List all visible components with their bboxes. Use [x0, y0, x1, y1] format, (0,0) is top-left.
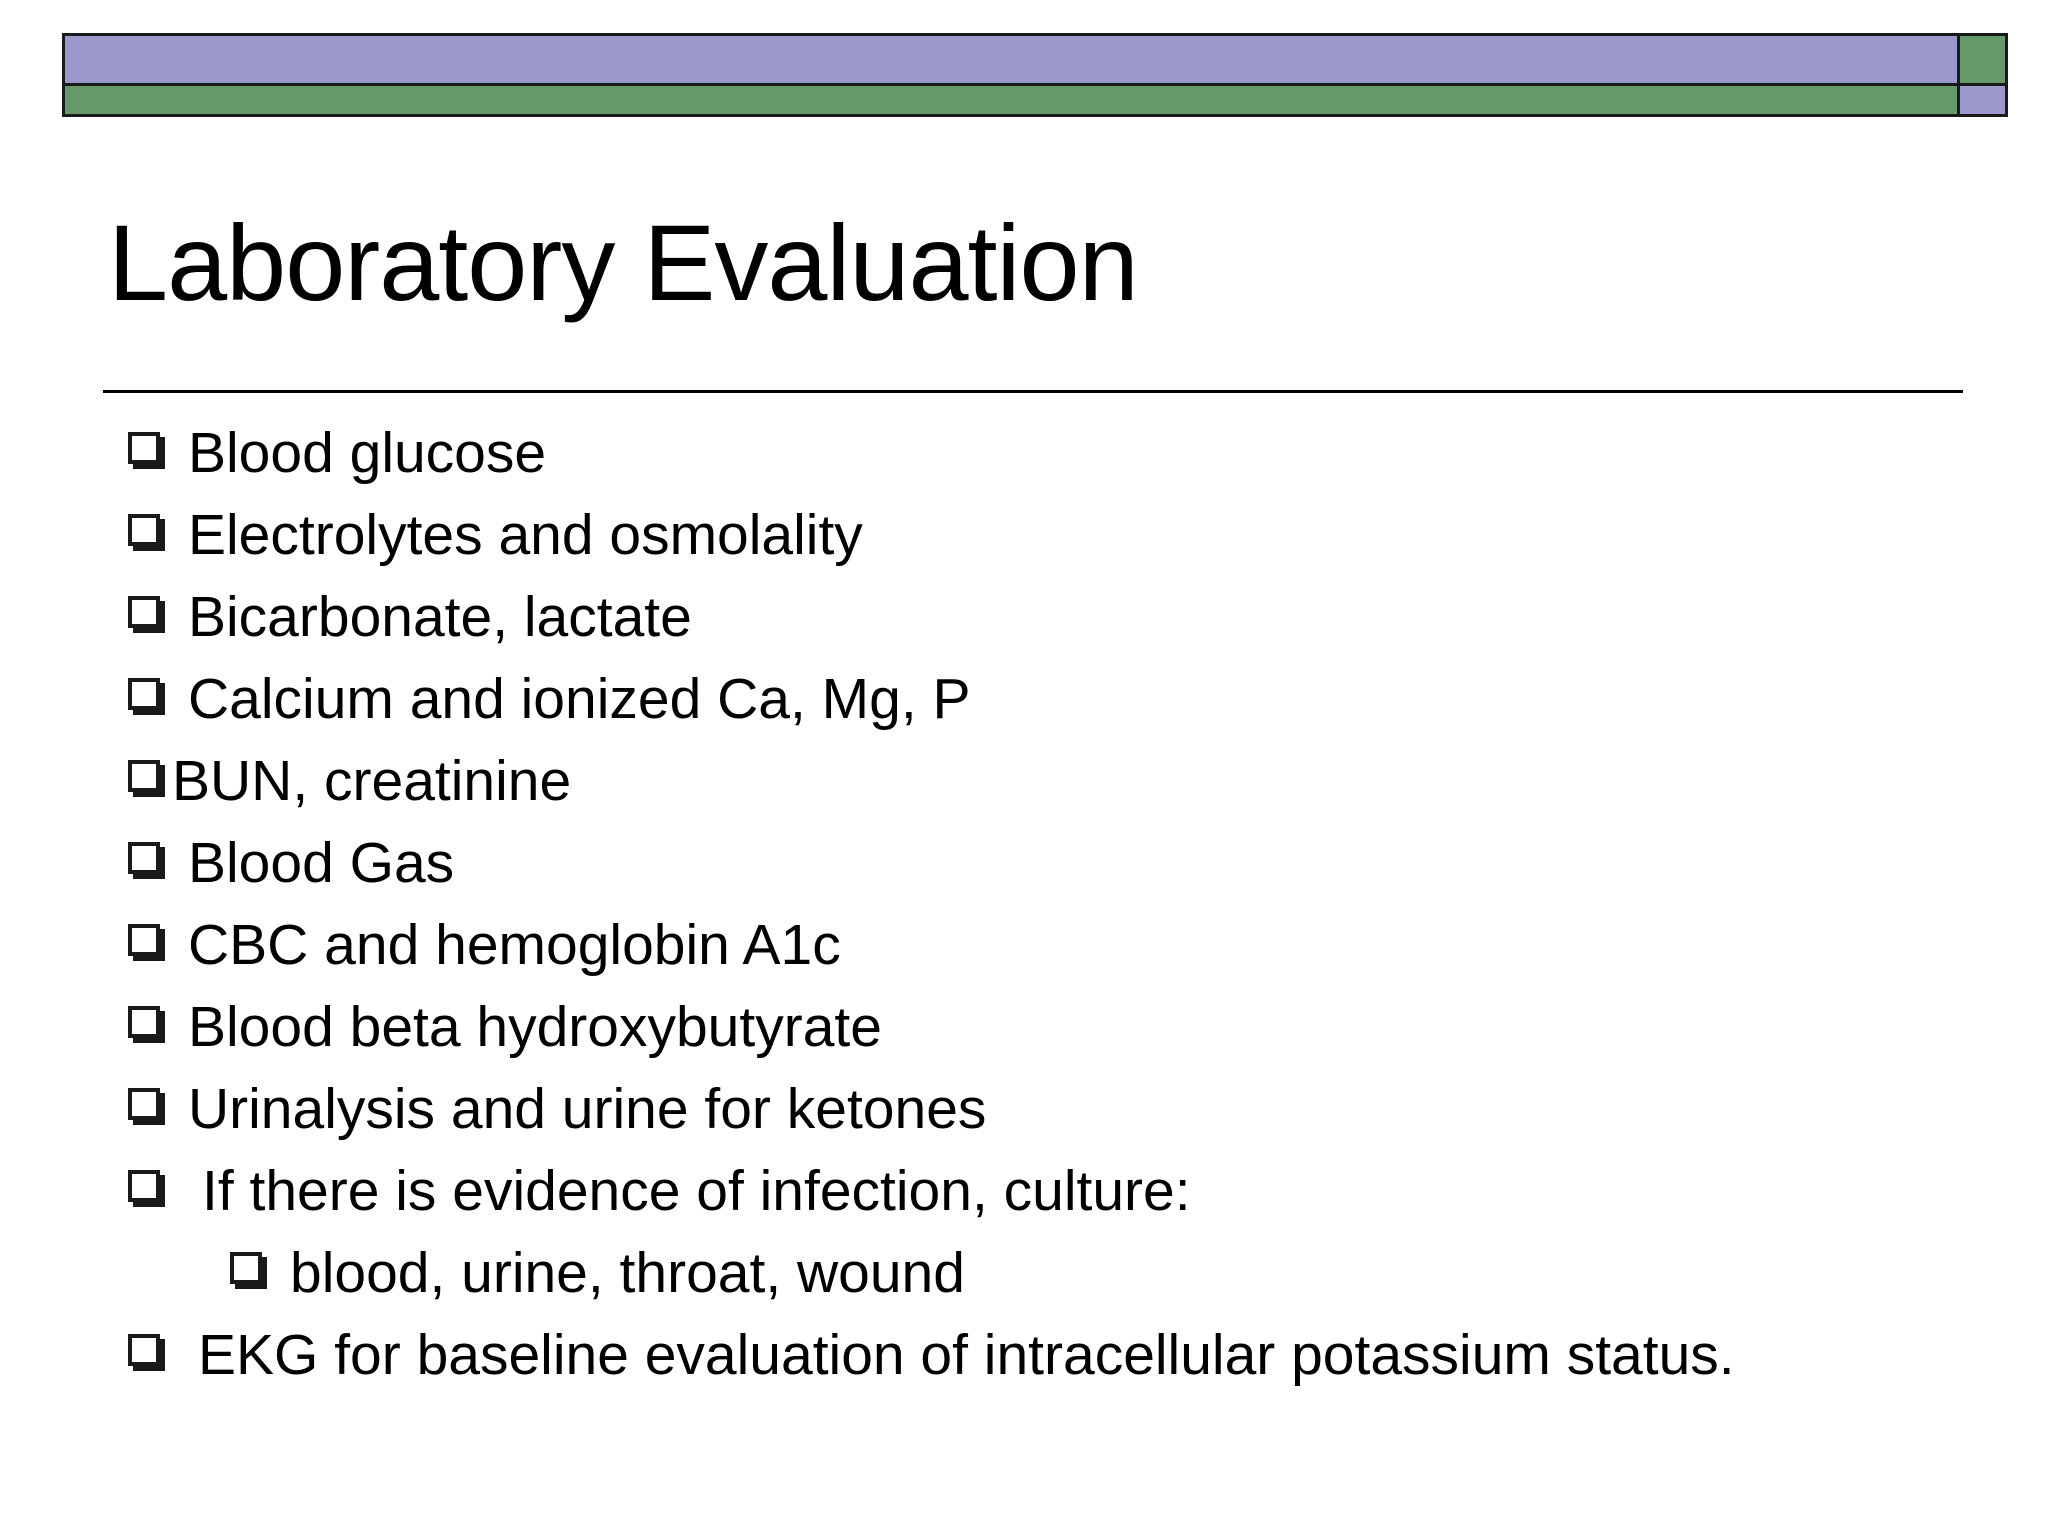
- list-item-text: Bicarbonate, lactate: [188, 585, 692, 649]
- list-item-text: blood, urine, throat, wound: [290, 1241, 965, 1305]
- checkbox-icon: [128, 842, 160, 874]
- checkbox-icon: [128, 596, 160, 628]
- header-banner: [62, 33, 2008, 117]
- banner-bar-green: [62, 83, 1960, 117]
- checkbox-icon: [128, 514, 160, 546]
- checkbox-icon: [128, 1088, 160, 1120]
- checkbox-icon: [128, 760, 160, 792]
- list-item-text: CBC and hemoglobin A1c: [188, 913, 841, 977]
- list-item-text: Urinalysis and urine for ketones: [188, 1077, 987, 1141]
- list-item-text: If there is evidence of infection, culture:: [202, 1159, 1191, 1223]
- list-item-text: EKG for baseline evaluation of intracellular potassium status.: [198, 1323, 1735, 1387]
- checkbox-icon: [128, 1170, 160, 1202]
- checkbox-icon: [128, 678, 160, 710]
- checkbox-icon: [128, 1006, 160, 1038]
- list-item-text: Electrolytes and osmolality: [188, 503, 863, 567]
- list-item-text: Blood Gas: [188, 831, 455, 895]
- checkbox-icon: [128, 432, 160, 464]
- checkbox-icon: [230, 1252, 262, 1284]
- list-item-text: Blood beta hydroxybutyrate: [188, 995, 882, 1059]
- slide-title: Laboratory Evaluation: [108, 202, 1138, 323]
- list-item-text: Blood glucose: [188, 421, 547, 485]
- list-item-text: BUN, creatinine: [172, 749, 572, 813]
- title-divider: [103, 390, 1963, 393]
- banner-square-purple: [1957, 83, 2008, 117]
- banner-bar-purple: [62, 33, 1960, 86]
- checkbox-icon: [128, 1334, 160, 1366]
- banner-square-green: [1957, 33, 2008, 86]
- list-item-text: Calcium and ionized Ca, Mg, P: [188, 667, 971, 731]
- checkbox-icon: [128, 924, 160, 956]
